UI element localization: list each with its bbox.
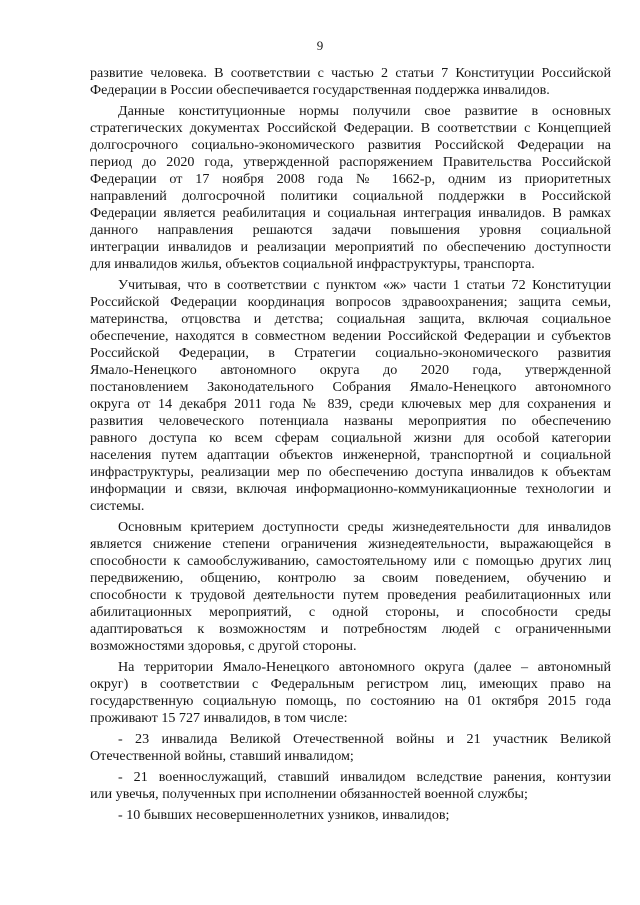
- text-line: развития человеческого потенциала названы мероприятия по обеспечению: [90, 413, 611, 429]
- text-line: возможностями здоровья, с другой стороны.: [90, 638, 357, 654]
- text-line: Российской Федерации, в Стратегии социально-экономического развития: [90, 345, 611, 361]
- text-line: данного направления решаются задачи повышения уровня социальной: [90, 222, 611, 238]
- text-line: системы.: [90, 498, 145, 514]
- text-line: абилитационных мероприятий, с одной стороны, и способности среды: [90, 604, 611, 620]
- text-line: способности к самообслуживанию, самостоятельному или с помощью других лиц: [90, 553, 611, 569]
- text-line: адаптироваться к возможностям и потребностям людей с ограниченными: [90, 621, 611, 637]
- text-line: Российской Федерации координация вопросов здравоохранения; защита семьи,: [90, 294, 611, 310]
- text-line: - 21 военнослужащий, ставший инвалидом вследствие ранения, контузии: [118, 769, 611, 785]
- text-line: - 23 инвалида Великой Отечественной войны и 21 участник Великой: [118, 731, 611, 747]
- text-line: Федерации от 17 ноября 2008 года № 1662-р, одним из приоритетных: [90, 171, 611, 187]
- text-line: обеспечение, находятся в совместном ведении Российской Федерации и субъектов: [90, 328, 611, 344]
- text-line: развитие человека. В соответствии с частью 2 статьи 7 Конституции Российской: [90, 65, 611, 81]
- text-line: долгосрочного социально-экономического развития Российской Федерации на: [90, 137, 611, 153]
- text-line: постановлением Законодательного Собрания Ямало-Ненецкого автономного: [90, 379, 611, 395]
- text-line: стратегических документах Российской Федерации. В соответствии с Концепцией: [90, 120, 611, 136]
- text-line: материнства, отцовства и детства; социальная защита, включая социальное: [90, 311, 611, 327]
- text-line: передвижению, общению, контролю за своим поведением, обучению и: [90, 570, 611, 586]
- text-line: интеграции инвалидов и реализации мероприятий по обеспечению доступности: [90, 239, 611, 255]
- text-line: направлений долгосрочной политики социальной поддержки в Российской: [90, 188, 611, 204]
- text-line: для инвалидов жилья, объектов социальной инфраструктуры, транспорта.: [90, 256, 535, 272]
- text-line: Федерации в России обеспечивается государственная поддержка инвалидов.: [90, 82, 550, 98]
- text-line: округа от 14 декабря 2011 года № 839, среди ключевых мер для сохранения и: [90, 396, 611, 412]
- text-line: На территории Ямало-Ненецкого автономного округа (далее – автономный: [118, 659, 611, 675]
- page-number: 9: [316, 38, 324, 53]
- text-line: Отечественной войны, ставший инвалидом;: [90, 748, 354, 764]
- text-line: населения путем адаптации объектов инженерной, транспортной и социальной: [90, 447, 611, 463]
- text-line: период до 2020 года, утвержденной распоряжением Правительства Российской: [90, 154, 611, 170]
- text-line: проживают 15 727 инвалидов, в том числе:: [90, 710, 348, 726]
- text-line: государственную социальную помощь, по состоянию на 01 октября 2015 года: [90, 693, 611, 709]
- text-line: Основным критерием доступности среды жизнедеятельности для инвалидов: [118, 519, 611, 535]
- text-line: Учитывая, что в соответствии с пунктом «ж» части 1 статьи 72 Конституции: [118, 277, 611, 293]
- text-line: Федерации является реабилитация и социальная интеграция инвалидов. В рамках: [90, 205, 611, 221]
- text-line: округ) в соответствии с Федеральным регистром лиц, имеющих право на: [90, 676, 611, 692]
- text-line: или увечья, полученных при исполнении обязанностей военной службы;: [90, 786, 528, 802]
- text-line: Ямало-Ненецкого автономного округа до 2020 года, утвержденной: [90, 362, 611, 378]
- text-line: - 10 бывших несовершеннолетних узников, инвалидов;: [118, 807, 450, 823]
- text-line: инфраструктуры, реализации мер по обеспечению доступа инвалидов к объектам: [90, 464, 611, 480]
- text-line: является снижение степени ограничения жизнедеятельности, выражающейся в: [90, 536, 611, 552]
- text-line: равного доступа ко всем сферам социальной жизни для особой категории: [90, 430, 611, 446]
- text-line: информации и связи, включая информационно-коммуникационные технологии и: [90, 481, 611, 497]
- text-line: способности к трудовой деятельности путем проведения реабилитационных или: [90, 587, 611, 603]
- text-line: Данные конституционные нормы получили свое развитие в основных: [118, 103, 611, 119]
